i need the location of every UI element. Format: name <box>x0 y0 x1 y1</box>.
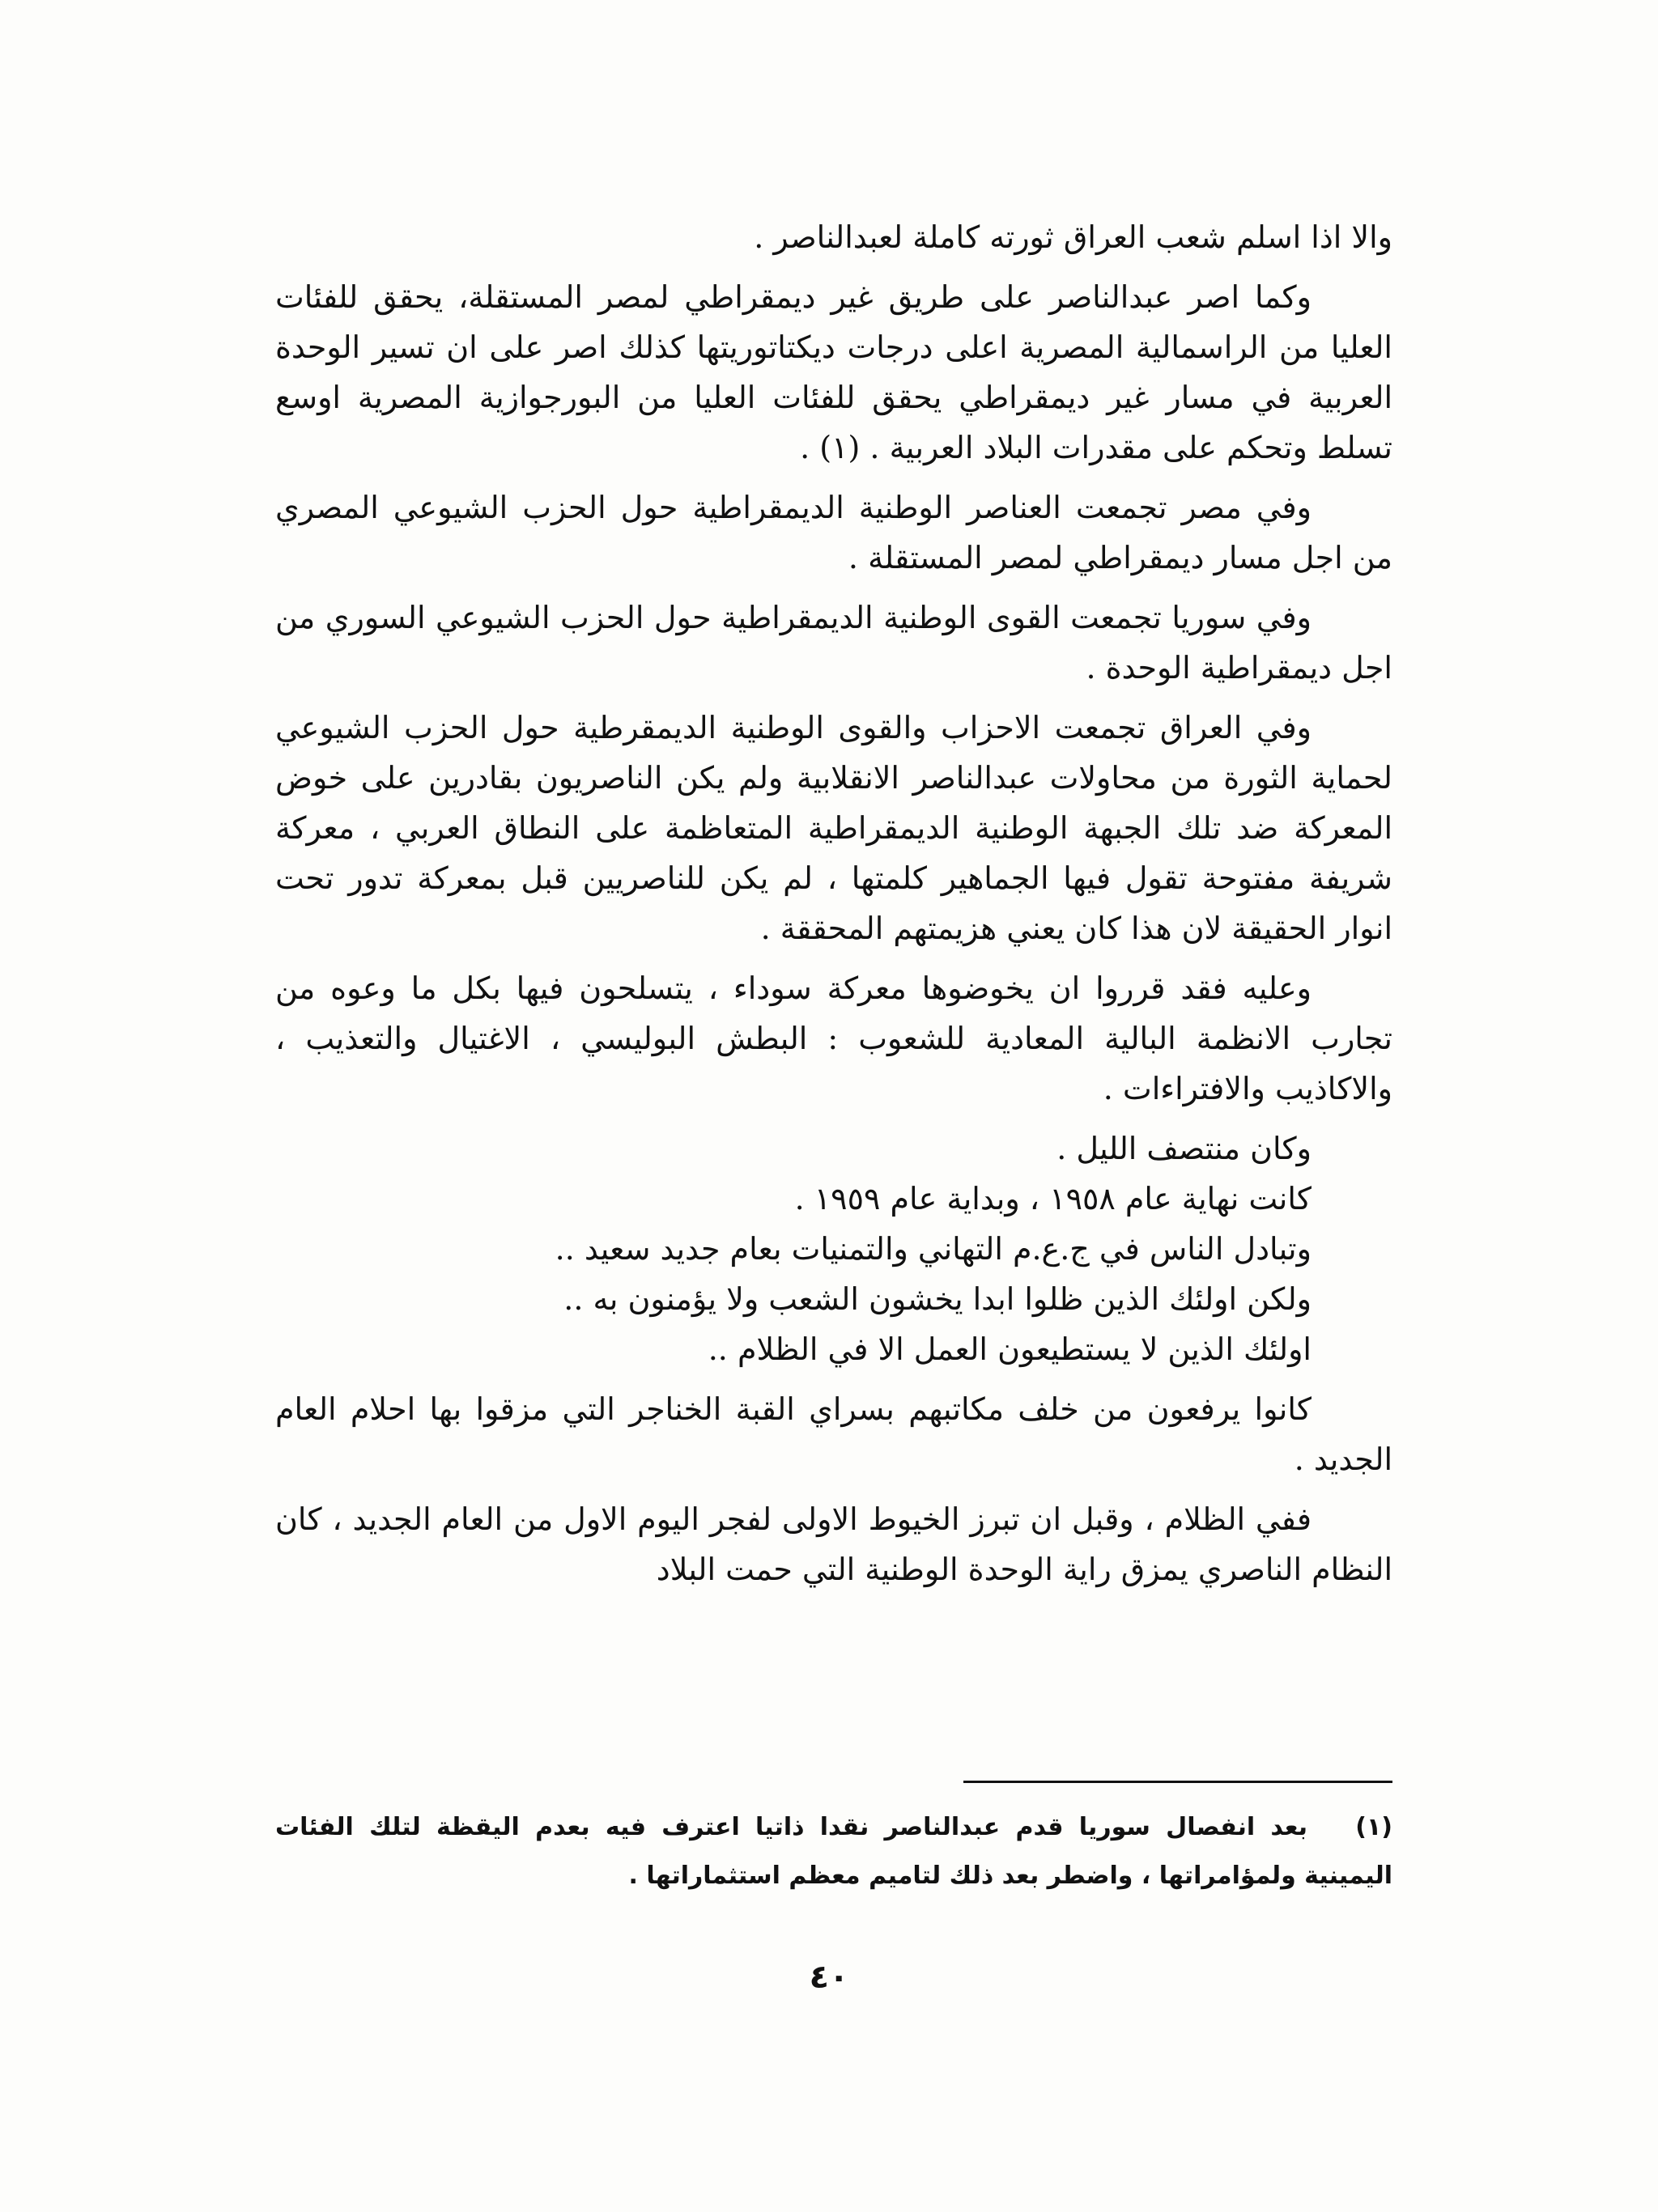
footnote-marker: (١) <box>1355 1813 1392 1841</box>
short-lines <box>275 1123 1392 1374</box>
text-line: وتبادل الناس في ج.ع.م التهاني والتمنيات بعام جديد سعيد .. <box>555 1231 1312 1267</box>
footnote-divider <box>963 1781 1392 1783</box>
page-number: ٤٠ <box>809 1959 849 1996</box>
paragraph: وفي العراق تجمعت الاحزاب والقوى الوطنية الديمقرطية حول الحزب الشيوعي لحماية الثورة من محاولات عبدالناصر الانقلابية ولم يكن الناصريون بقادرين على خوض المعركة ضد تلك الجبهة الوطنية الديمقراطية المتعاظمة على النطاق العربي ، معركة شريفة مفتوحة تقول فيها الجماهير كلمتها ، لم يكن للناصريين قبل بمعركة تدور تحت انوار الحقيقة لان هذا كان يعني هزيمتهم المحققة . <box>275 710 1392 946</box>
text-line: كانت نهاية عام ١٩٥٨ ، وبداية عام ١٩٥٩ . <box>794 1181 1312 1216</box>
paragraph: كانوا يرفعون من خلف مكاتبهم بسراي القبة الخناجر التي مزقوا بها احلام العام الجديد . <box>275 1391 1392 1477</box>
paragraph: وعليه فقد قرروا ان يخوضوها معركة سوداء ، يتسلحون فيها بكل ما وعوه من تجارب الانظمة البالية المعادية للشعوب : البطش البوليسي ، الاغتيال والتعذيب ، والاكاذيب والافتراءات . <box>275 970 1392 1106</box>
paragraph: وفي مصر تجمعت العناصر الوطنية الديمقراطية حول الحزب الشيوعي المصري من اجل مسار ديمقراطي لمصر المستقلة . <box>275 490 1392 575</box>
paragraph: والا اذا اسلم شعب العراق ثورته كاملة لعبدالناصر . <box>754 219 1392 255</box>
paragraph: ففي الظلام ، وقبل ان تبرز الخيوط الاولى لفجر اليوم الاول من العام الجديد ، كان النظام الناصري يمزق راية الوحدة الوطنية التي حمت البلاد <box>275 1501 1392 1587</box>
main-text <box>275 212 1392 1604</box>
text-line: ولكن اولئك الذين ظلوا ابدا يخشون الشعب ولا يؤمنون به .. <box>563 1281 1312 1317</box>
paragraph: وفي سوريا تجمعت القوى الوطنية الديمقراطية حول الحزب الشيوعي السوري من اجل ديمقراطية الوحدة . <box>275 600 1392 686</box>
footnote <box>275 1803 1392 1900</box>
footnote-text: بعد انفصال سوريا قدم عبدالناصر نقدا ذاتيا اعترف فيه بعدم اليقظة لتلك الفئات اليمينية ولمؤامراتها ، واضطر بعد ذلك لتاميم معظم استثماراتها . <box>275 1813 1392 1890</box>
text-line: اولئك الذين لا يستطيعون العمل الا في الظلام .. <box>708 1331 1312 1367</box>
text-line: وكان منتصف الليل . <box>1056 1131 1312 1166</box>
paragraph: وكما اصر عبدالناصر على طريق غير ديمقراطي لمصر المستقلة، يحقق للفئات العليا من الراسمالية المصرية اعلى درجات ديكتاتوريتها كذلك اصر على ان تسير الوحدة العربية في مسار غير ديمقراطي يحقق للفئات العليا من البورجوازية المصرية اوسع تسلط وتحكم على مقدرات البلاد العربية . (١) . <box>275 279 1392 465</box>
